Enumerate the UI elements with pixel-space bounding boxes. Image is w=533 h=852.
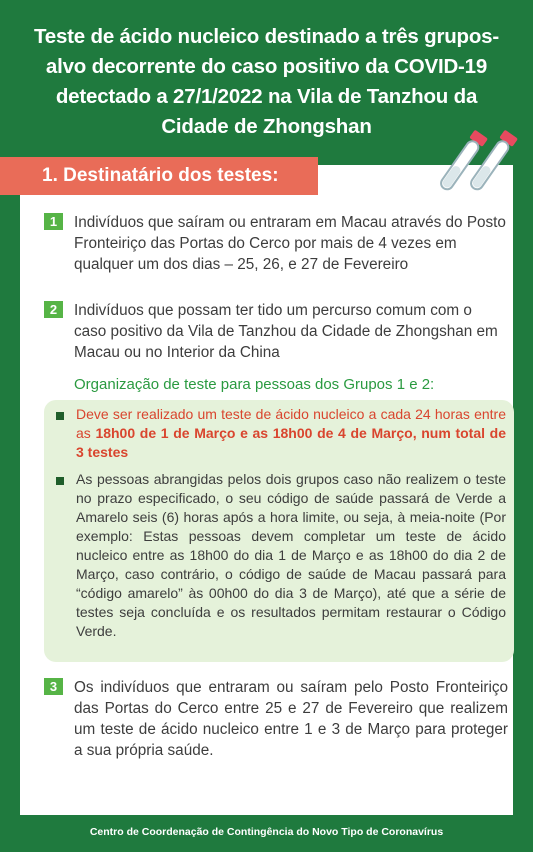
notice-box	[44, 400, 514, 662]
organization-heading: Organização de teste para pessoas dos Grupos 1 e 2:	[74, 376, 435, 393]
bullet-square	[56, 412, 64, 420]
bullet-square	[56, 477, 64, 485]
item-number: 3	[44, 678, 63, 695]
item-text: Indivíduos que saíram ou entraram em Macau através do Posto Fronteiriço das Portas do Cerco por mais de 4 vezes em qualquer um dos dias – 25, 26, e 27 de Fevereiro	[74, 214, 506, 273]
bullet-text-highlight	[76, 405, 506, 462]
item-number: 2	[44, 301, 63, 318]
item-text: Os indivíduos que entraram ou saíram pelo Posto Fronteiriço das Portas do Cerco entre 25 e 27 de Fevereiro que realizem um teste de ácido nucleico entre 1 e 3 de Março para proteger a sua própria saúde.	[74, 679, 508, 759]
bullet-text-part: Deve ser realizado um teste de ácido nucleico a cada 24 horas entre as	[76, 406, 506, 441]
bullet-text-bold: 18h00 de 1 de Março e as 18h00 de 4 de Março, num total de 3 testes	[76, 425, 506, 460]
bullet-text: As pessoas abrangidas pelos dois grupos caso não realizem o teste no prazo especificado, o seu código de saúde passará de Verde a Amarelo seis (6) horas após a hora limite, ou seja, à meia-noite (Por exemplo: Estas pessoas devem completar um teste de ácido nucleico entre as 18h00 do dia 1 de Março e as 18h00 do dia 2 de Março, caso contrário, o código de saúde de Macau passará para “código amarelo” às 00h00 do dia 3 de Março), até que a série de testes seja concluída e os resultados permitam restaurar o Código Verde.	[76, 471, 506, 639]
footer-text: Centro de Coordenação de Contingência do Novo Tipo de Coronavírus	[89, 826, 444, 838]
item-text: Indivíduos que possam ter tido um percurso comum com o caso positivo da Vila de Tanzhou da Cidade de Zhongshan em Macau ou no Interior da China	[74, 302, 498, 361]
item-number: 1	[44, 213, 63, 230]
section-heading: 1. Destinatário dos testes:	[0, 157, 318, 195]
page-title: Teste de ácido nucleico destinado a três grupos-alvo decorrente do caso positivo da COVID-19 detectado a 27/1/2022 na Vila de Tanzhou da Cidade de Zhongshan	[33, 25, 500, 138]
test-tubes-icon	[432, 124, 524, 200]
